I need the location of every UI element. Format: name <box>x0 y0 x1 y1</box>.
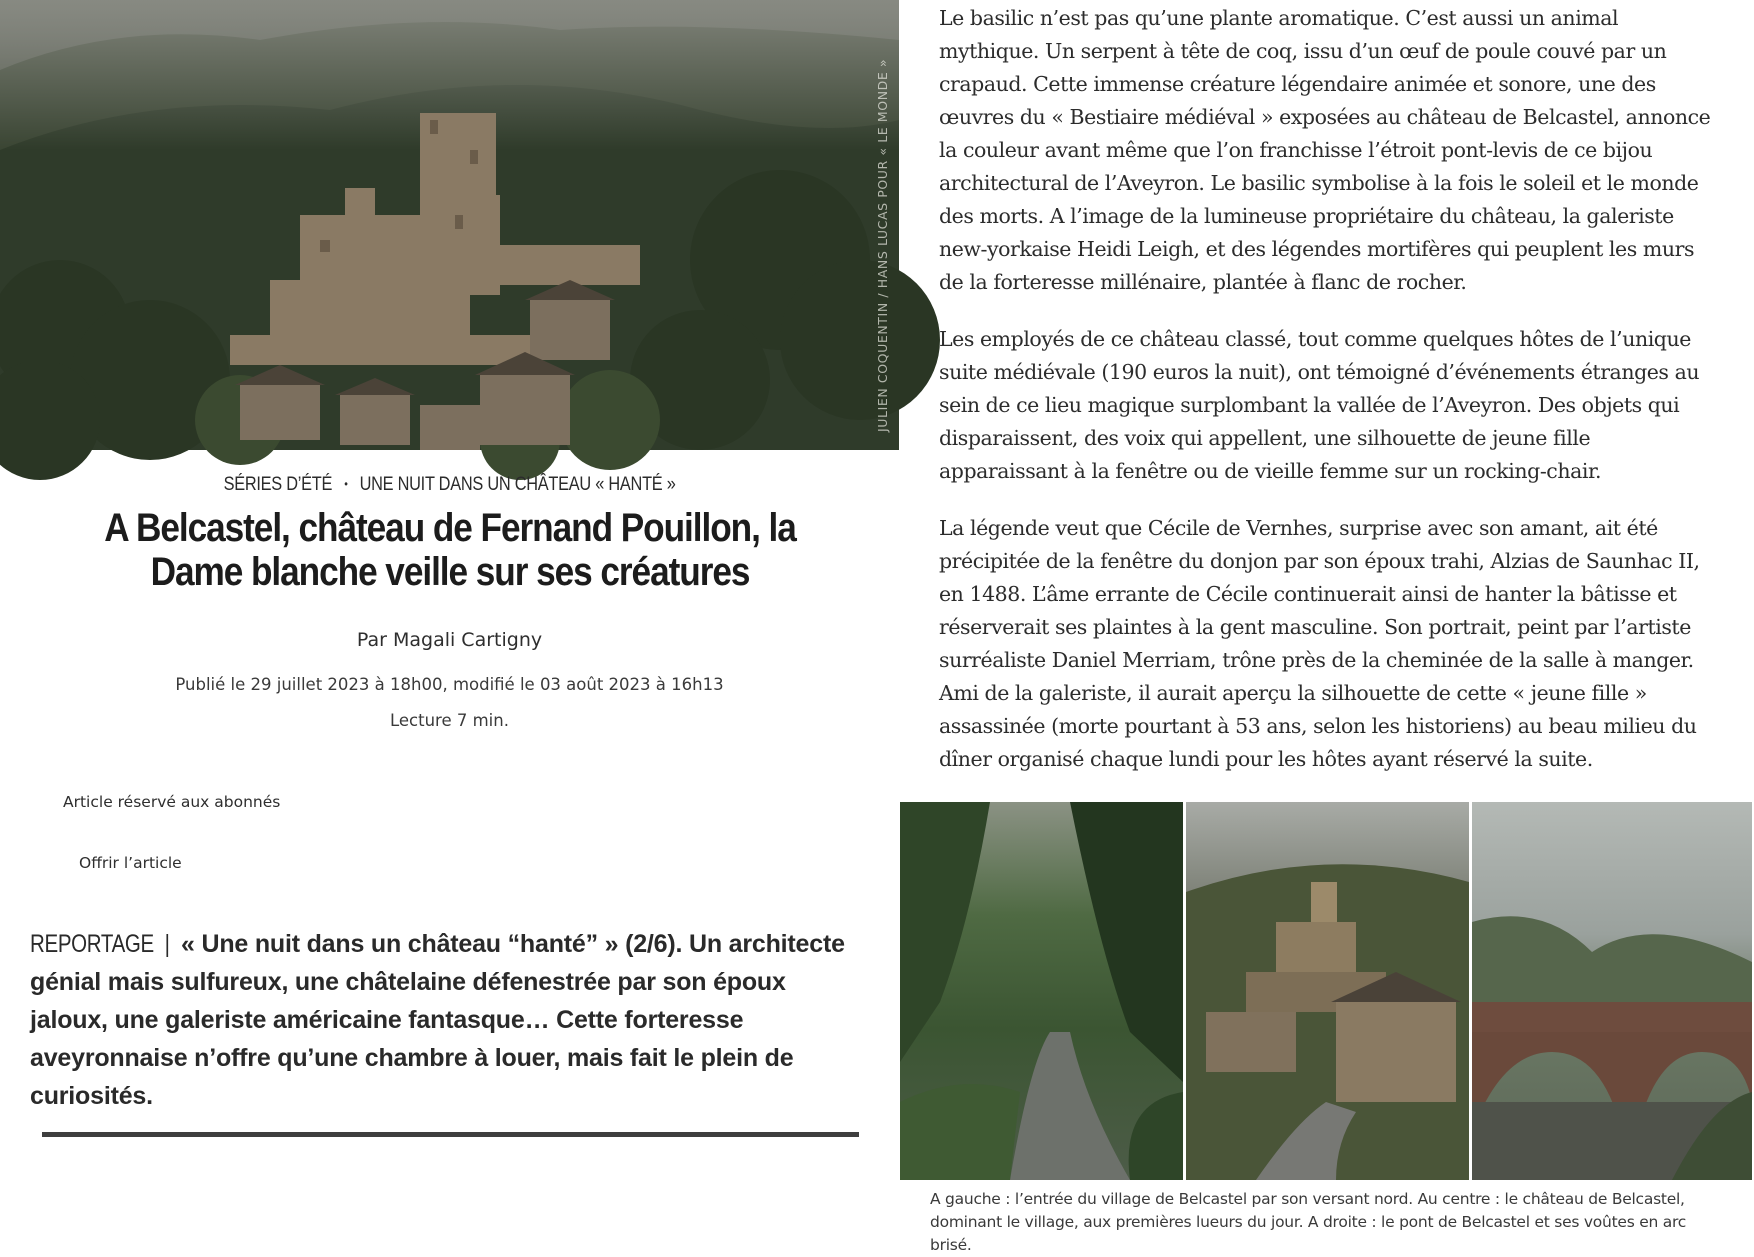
byline[interactable]: Par Magali Cartigny <box>356 629 543 651</box>
gallery-photo-village-road <box>900 802 1183 1180</box>
gallery-caption: A gauche : l’entrée du village de Belcastel par son versant nord. Au centre : le château de Belcastel, dominant le village, aux premières lueurs du jour. A droite : le pont de Belcastel et ses voûtes en arc brisé. <box>930 1190 1687 1254</box>
article-lede <box>30 925 860 1115</box>
offer-article-button[interactable]: Offrir l’article <box>79 854 182 872</box>
publication-date: Publié le 29 juillet 2023 à 18h00, modifié le 03 août 2023 à 16h13 <box>175 675 724 694</box>
photo-gallery <box>900 802 1752 1180</box>
gallery-photo-bridge <box>1472 802 1752 1180</box>
series-name-link[interactable]: UNE NUIT DANS UN CHÂTEAU « HANTÉ » <box>359 474 676 495</box>
article-body <box>939 2 1715 800</box>
series-separator: • <box>344 477 348 491</box>
lede-text: « Une nuit dans un château “hanté” » (2/6). Un architecte génial mais sulfureux, une châtelaine défenestrée par son époux jaloux, une galeriste américaine fantasque… Cette forteresse aveyronnaise n’offre qu’une chambre à louer, mais fait le plein de curiosités. <box>30 930 845 1110</box>
article-headline: A Belcastel, château de Fernand Pouillon, la Dame blanche veille sur ses créatures <box>104 506 796 594</box>
lede-tag: REPORTAGE | <box>30 930 170 958</box>
castle-illustration <box>0 0 899 450</box>
body-paragraph: Les employés de ce château classé, tout comme quelques hôtes de l’unique suite médiévale (190 euros la nuit), ont témoigné d’événements étranges au sein de ce lieu magique surplombant la vallée de l’Aveyron. Des objets qui disparaissent, des voix qui appellent, une silhouette de jeune fille apparaissant à la fenêtre ou de vieille femme sur un rocking-chair. <box>939 327 1700 483</box>
gallery-photo-castle <box>1186 802 1469 1180</box>
hero-photo <box>0 0 899 450</box>
body-paragraph: Le basilic n’est pas qu’une plante aromatique. C’est aussi un animal mythique. Un serpent à tête de coq, issu d’un œuf de poule couvé par un crapaud. Cette immense créature légendaire animée et sonore, une des œuvres du « Bestiaire médiéval » exposées au château de Belcastel, annonce la couleur avant même que l’on franchisse l’étroit pont-levis de ce bijou architectural de l’Aveyron. Le basilic symbolise à la fois le soleil et le monde des morts. A l’image de la lumineuse propriétaire du château, la galeriste new-yorkaise Heidi Leigh, et des légendes mortifères qui peuplent les murs de la forteresse millénaire, plantée à flanc de rocher. <box>939 6 1711 294</box>
photo-credit: JULIEN COQUENTIN / HANS LUCAS POUR « LE MONDE » <box>875 58 890 432</box>
body-paragraph: La légende veut que Cécile de Vernhes, surprise avec son amant, ait été précipitée de la fenêtre du donjon par son époux trahi, Alzias de Saunhac II, en 1488. L’âme errante de Cécile continuerait ainsi de hanter la bâtisse et réserverait ses plaintes à la gent masculine. Son portrait, peint par l’artiste surréaliste Daniel Merriam, trône près de la cheminée de la salle à manger. Ami de la galeriste, il aurait aperçu la silhouette de cette « jeune fille » assassinée (morte pourtant à 53 ans, selon les historiens) au beau milieu du dîner organisé chaque lundi pour les hôtes ayant réservé la suite. <box>939 516 1700 771</box>
series-kicker <box>63 474 836 496</box>
subscribers-only-label: Article réservé aux abonnés <box>63 793 281 811</box>
reading-time: Lecture 7 min. <box>390 711 509 730</box>
divider <box>42 1132 859 1137</box>
series-link[interactable]: SÉRIES D’ÉTÉ <box>223 474 333 495</box>
